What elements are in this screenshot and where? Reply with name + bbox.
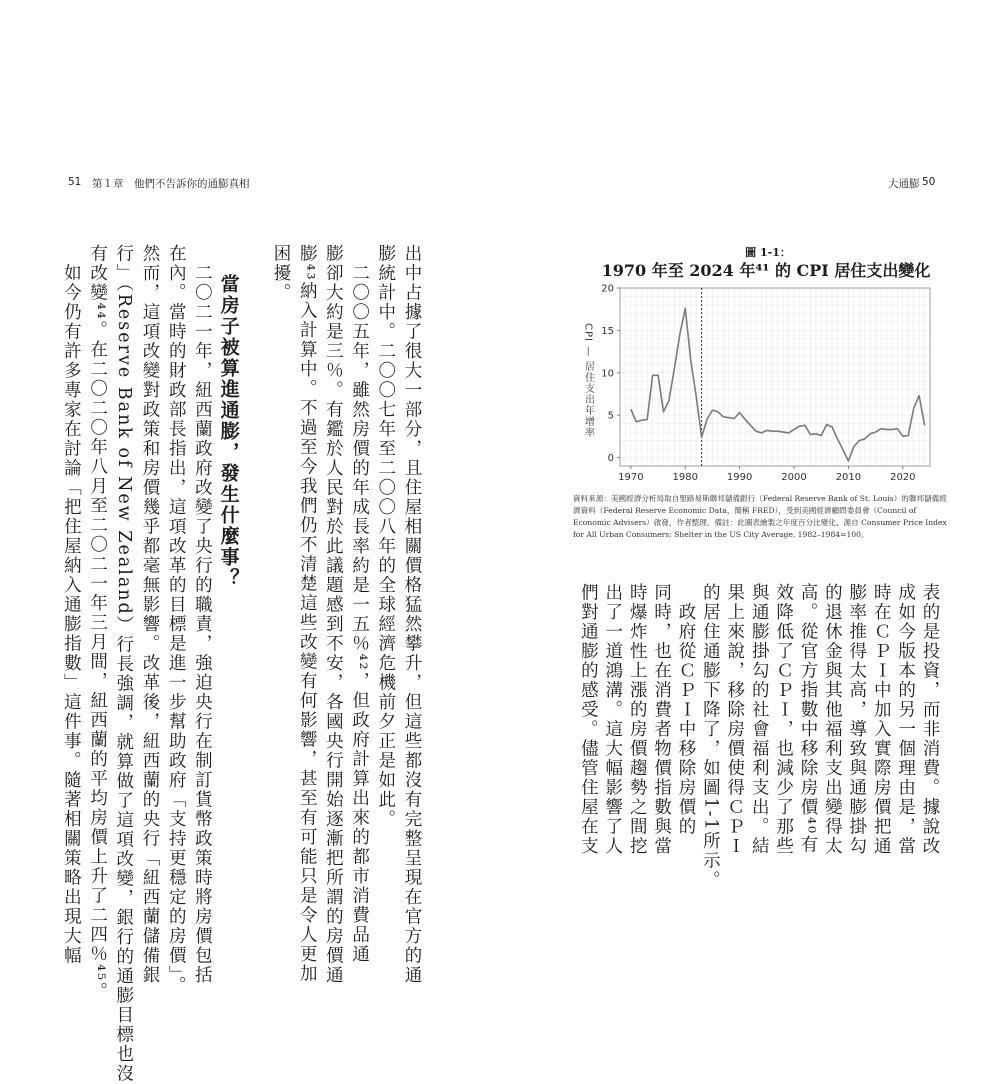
right-text-column: 出了一道鴻溝。這大幅影響了人 xyxy=(601,583,625,856)
right-text-column: 政府從ＣＰＩ中移除房價的 xyxy=(674,583,698,837)
left-text-column: 膨⁴³納入計算中。不過至今我們仍不清楚這些改變有何影響，甚至有可能只是令人更加 xyxy=(295,244,319,984)
y-tick-label: 15 xyxy=(601,326,614,337)
left-text-column: 行」（Reserve Bank of New Zealand）行長強調，就算做了這項改變，銀行的通膨目標也沒 xyxy=(112,244,136,1084)
right-text-column: 高。從官方指數中移除房價⁴⁰有 xyxy=(796,583,820,855)
chart-axes xyxy=(620,288,930,466)
left-text-column: 膨卻大約是三％。有鑑於人民對於此議題感到不安，各國央行開始逐漸把所謂的房價通 xyxy=(321,244,345,985)
x-tick-label: 2000 xyxy=(781,472,806,483)
right-text-column: 們對通膨的感受。儘管住屋在支 xyxy=(576,583,600,856)
book-title-header: 大通膨 xyxy=(888,176,920,191)
chart-frame xyxy=(620,288,930,466)
right-text-column: 成如今版本的另一個理由是，當 xyxy=(894,583,918,856)
right-text-column: 時爆炸性上漲的房價趨勢之間挖 xyxy=(625,583,649,856)
right-text-column: 同時，也在消費者物價指數與當 xyxy=(650,583,674,856)
x-tick-label: 2010 xyxy=(836,472,861,483)
y-tick-label: 10 xyxy=(601,368,614,379)
chapter-header: 第１章 他們不告訴你的通膨真相 xyxy=(92,176,250,191)
left-text-column: 困擾。 xyxy=(269,244,293,303)
chart-grid xyxy=(620,288,930,466)
left-text-column: 在內。當時的財政部長指出，這項改革的目標是進一步幫助政府「支持更穩定的房價」。 xyxy=(164,244,188,996)
y-tick-label: 0 xyxy=(608,453,614,464)
figure-label: 圖 1-1： xyxy=(598,244,938,260)
left-text-column: 如今仍有許多專家在討論「把住屋納入通膨指數」這件事。隨著相關策略出現大幅 xyxy=(59,244,83,966)
y-axis-label: CPI — 居住支出年增率 xyxy=(583,323,595,438)
x-tick-label: 1980 xyxy=(673,472,698,483)
right-text-column: 的居住通膨下降了，如圖1-1所示。 xyxy=(698,583,722,890)
left-text-column: 膨統計中。二〇〇七年至二〇〇八年的全球經濟危機前夕正是如此。 xyxy=(374,244,398,829)
figure-source-note: 資料來源：美國經濟分析局取自聖路易斯聯邦儲備銀行（Federal Reserve Bank of St. Louis）的聯邦儲備經濟資料（Federal Reserve Economic Data，簡稱 FRED），受到美國經濟顧問委員會（Council of Economic Advisers）啟發，作者整理。備註：此圖表繪製之年度百分比變化，源自 Consumer Price Index for All Urban Consumers: Shelter in the US City Average, 1982–1984=100。 xyxy=(573,493,953,541)
left-text-column: 二〇二一年，紐西蘭政府改變了央行的職責，強迫央行在制訂貨幣政策時將房價包括 xyxy=(190,244,214,985)
right-text-column: 與通膨掛勾的社會福利支出。結 xyxy=(747,583,771,856)
section-heading: 當房子被算進通膨，發生什麼事？ xyxy=(217,274,241,589)
y-tick-label: 20 xyxy=(601,284,614,295)
left-text-column: 然而，這項改變對政策和房價幾乎都毫無影響。改革後，紐西蘭的央行「紐西蘭儲備銀 xyxy=(138,244,162,985)
left-text-column: 二〇〇五年，雖然房價的年成長率約是一五％⁴²，但政府計算出來的都市消費品通 xyxy=(348,244,372,964)
right-text-column: 膨率推得太高，導致與通膨掛勾 xyxy=(845,583,869,856)
right-text-column: 果上來說，移除房價使得ＣＰＩ xyxy=(723,583,747,856)
left-text-column: 有改變⁴⁴。在二〇二〇年八月至二〇二一年三月間，紐西蘭的平均房價上升了二四％⁴⁵。 xyxy=(86,244,110,1002)
x-tick-label: 1970 xyxy=(618,472,643,483)
left-text-column: 出中占據了很大一部分，且住屋相關價格猛然攀升，但這些都沒有完整呈現在官方的通 xyxy=(400,244,424,985)
right-text-column: 的退休金與其他福利支出變得太 xyxy=(820,583,844,856)
cpi-shelter-chart xyxy=(570,278,950,498)
right-text-column: 效降低了ＣＰＩ，也減少了那些 xyxy=(772,583,796,856)
left-page-number: 51 xyxy=(68,176,81,188)
right-page-number: 50 xyxy=(922,176,935,188)
y-tick-label: 5 xyxy=(608,411,614,422)
right-text-column: 時在ＣＰＩ中加入實際房價把通 xyxy=(869,583,893,856)
x-tick-label: 2020 xyxy=(890,472,915,483)
x-tick-label: 1990 xyxy=(727,472,752,483)
right-text-column: 表的是投資，而非消費。據說改 xyxy=(918,583,942,856)
figure-title: 1970 年至 2024 年⁴¹ 的 CPI 居住支出變化 xyxy=(586,258,946,281)
